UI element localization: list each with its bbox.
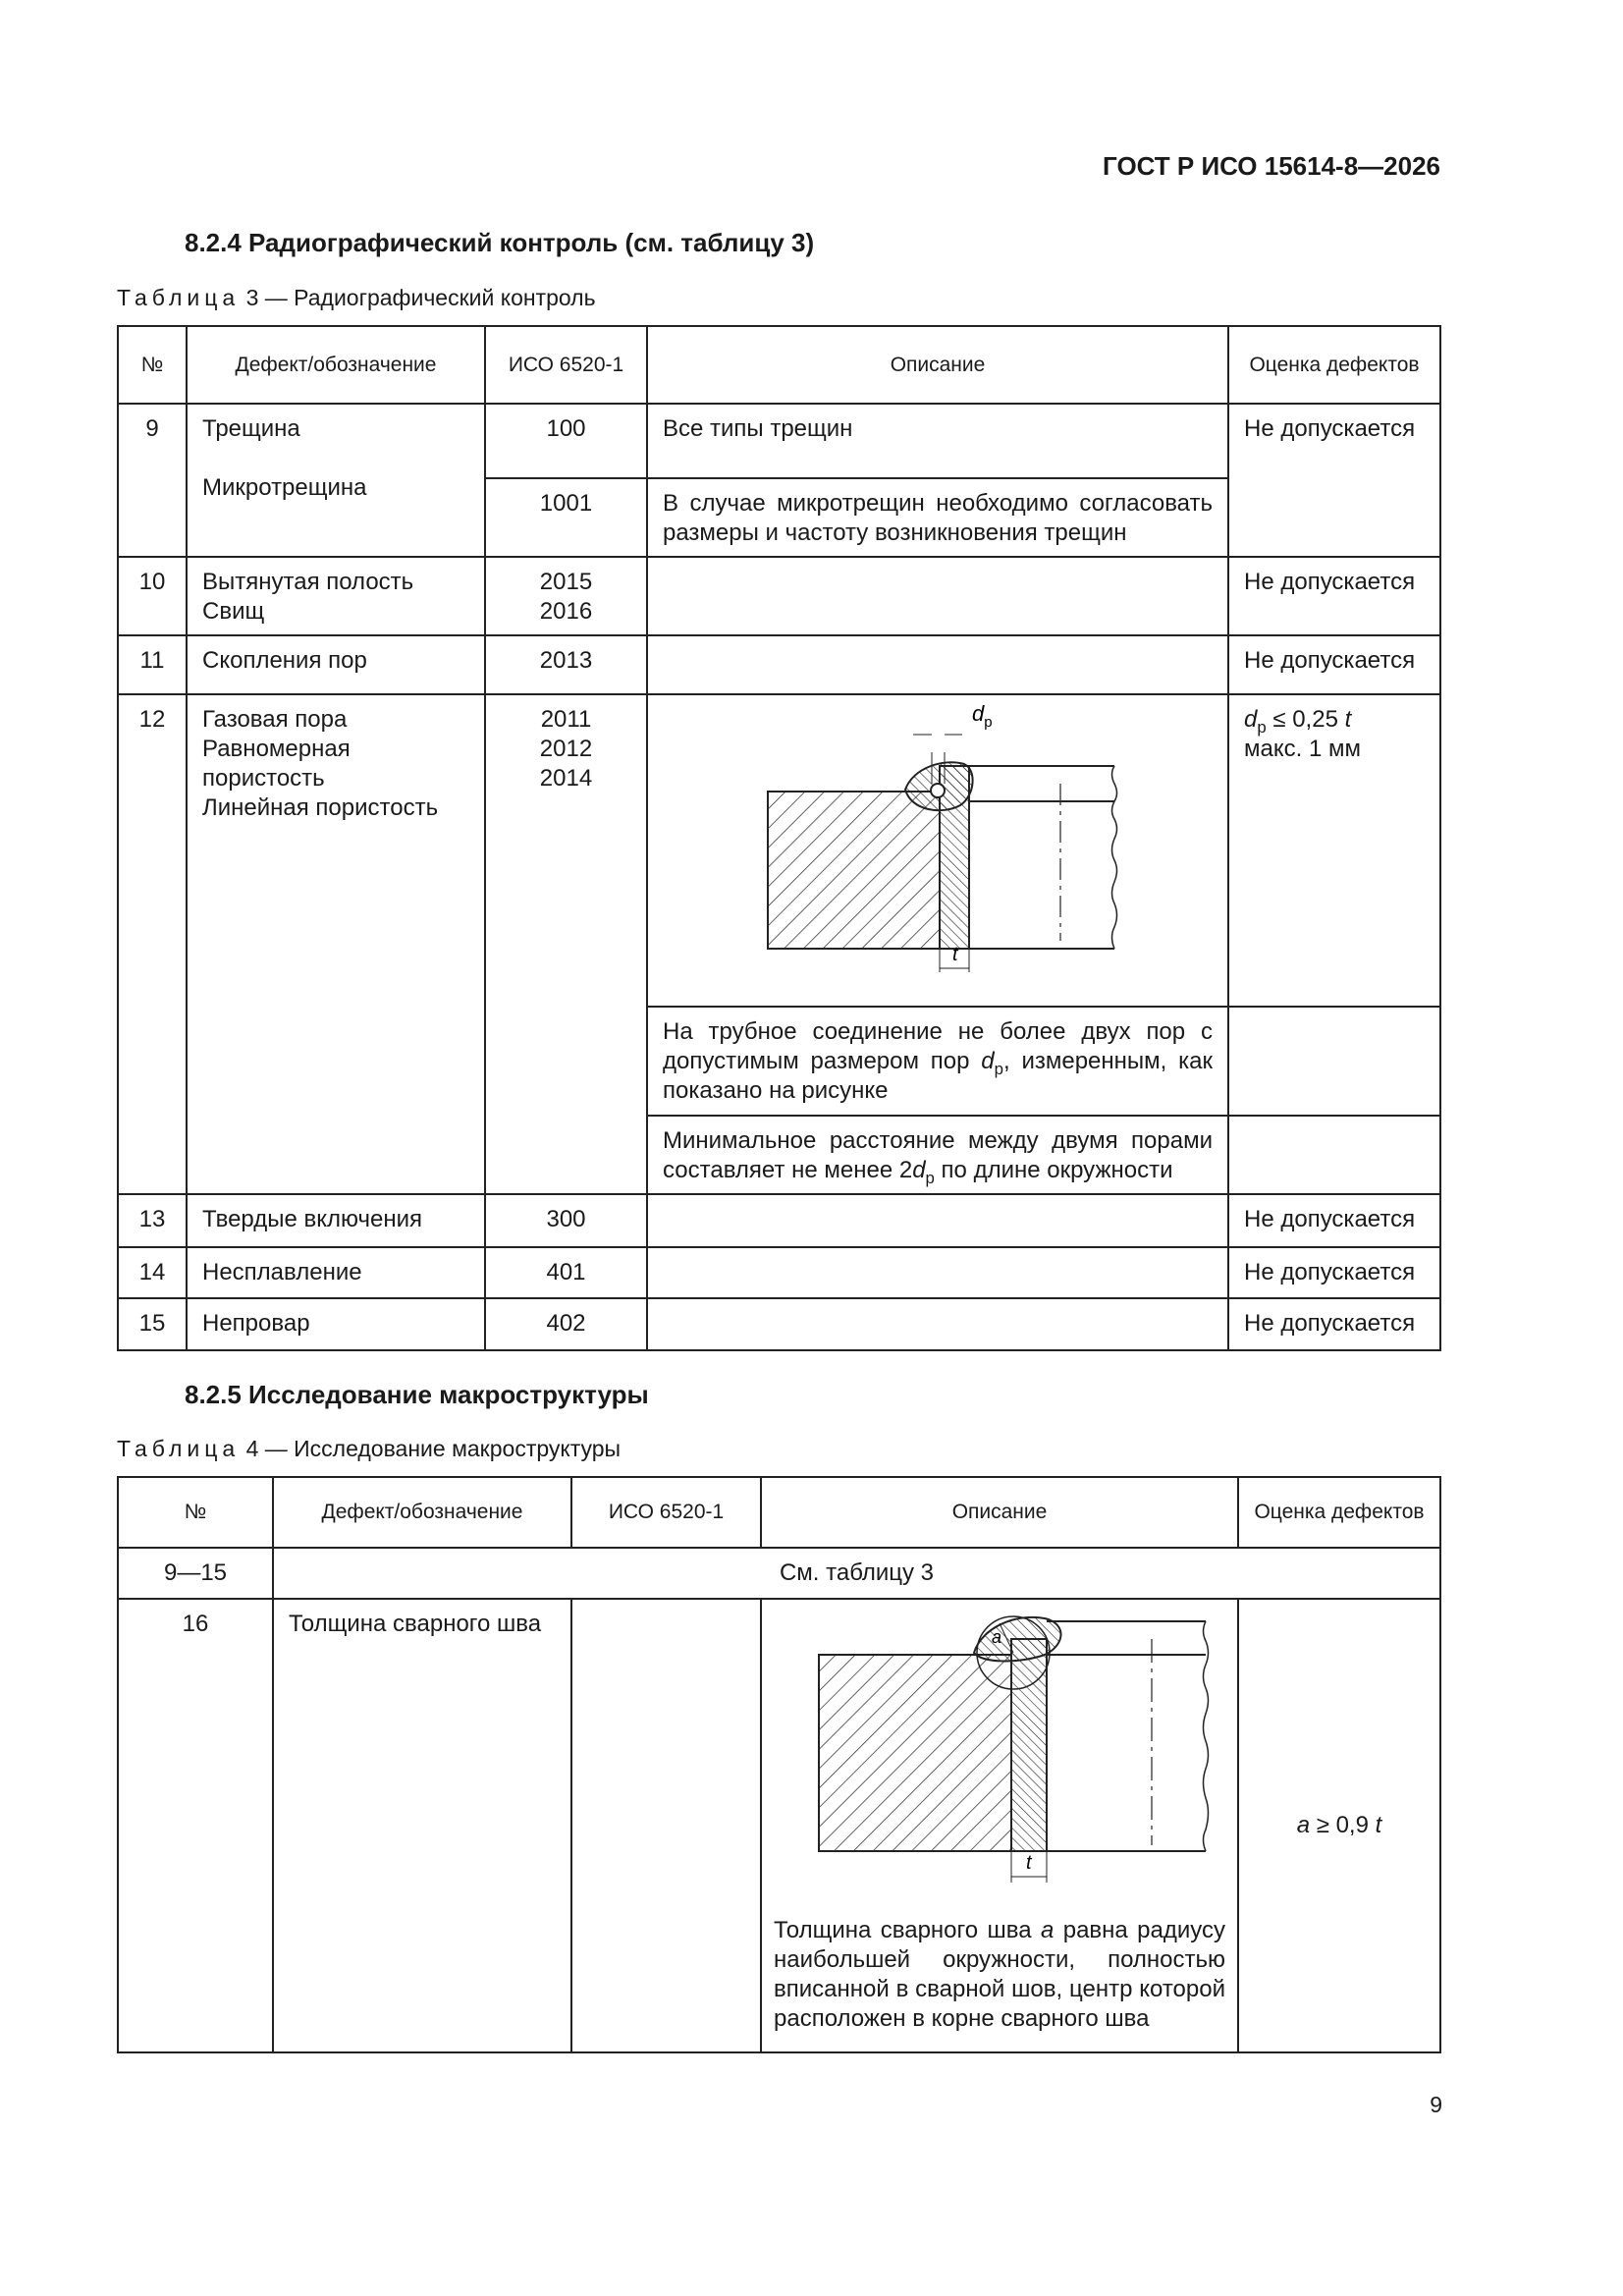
merged-reference: См. таблицу 3 [273,1548,1440,1599]
caption-word: Таблица [117,1436,241,1461]
iso-code-line: 2011 [540,706,592,733]
throat-thickness-diagram [774,1600,1227,1894]
defect-name-line: Линейная пористость [202,794,439,821]
defect-name-line: Вытянутая полость [202,569,414,595]
description [647,635,1228,694]
caption-text: 4 — Исследование макроструктуры [245,1436,622,1461]
dp-label: $d_p$ [972,701,993,731]
row-number: 9 [118,404,187,557]
section-title-8-2-4: 8.2.4 Радиографический контроль (см. таблицу 3) [185,228,815,257]
evaluation: Не допускается [1228,1298,1440,1350]
col-header-no: № [118,326,187,404]
defect-name-line: Микротрещина [202,474,367,501]
iso-code: 300 [485,1194,647,1247]
evaluation [1228,694,1440,1007]
iso-code: 401 [485,1247,647,1298]
table-row [118,1548,1440,1599]
description [647,1298,1228,1350]
col-header-no: № [118,1477,273,1548]
base-plate-section [768,792,940,949]
table-row [118,1599,1440,2052]
iso-code: 1001 [485,478,647,557]
row-number: 14 [118,1247,187,1298]
table-3 [117,325,1441,1351]
evaluation [1228,1007,1440,1116]
table-row [118,557,1440,635]
gas-pore [931,784,945,797]
table-row [118,1298,1440,1350]
table-4 [117,1476,1441,2053]
col-header-evaluation: Оценка дефектов [1228,326,1440,404]
defect-name: Скопления пор [187,635,485,694]
table-row [118,404,1440,478]
caption-word: Таблица [117,285,241,310]
caption-text: 3 — Радиографический контроль [245,285,596,310]
defect-name: Твердые включения [187,1194,485,1247]
tube-wall-section [1011,1639,1047,1851]
row-number: 13 [118,1194,187,1247]
evaluation [1228,1116,1440,1194]
table-row [118,1247,1440,1298]
defect-name-line: Свищ [202,598,265,625]
description: Все типы трещин [647,404,1228,478]
col-header-defect: Дефект/обозначение [187,326,485,404]
page-number: 9 [1430,2092,1442,2117]
defect-name-line: пористость [202,765,325,792]
description: На трубное соединение не более двух пор с допустимым размером пор $d_p$, измеренным, как показано на рисунке [647,1007,1228,1116]
row-number: 9—15 [118,1548,273,1599]
iso-code [485,694,647,1194]
description: В случае микротрещин необходимо согласовать размеры и частоту возникновения трещин [647,478,1228,557]
table-3-caption [117,285,596,311]
iso-code: 402 [485,1298,647,1350]
col-header-iso: ИСО 6520-1 [571,1477,761,1548]
row-number: 16 [118,1599,273,2052]
iso-code-line: 2016 [539,598,593,625]
pore-diagram-cell [647,694,1228,1007]
pore-diagram [648,695,1227,1004]
defect-name-line: Газовая пора [202,706,348,733]
table-header-row [118,1477,1440,1548]
evaluation: Не допускается [1228,557,1440,635]
a-label: a [992,1627,1002,1647]
section-title-8-2-5: 8.2.5 Исследование макроструктуры [185,1380,649,1409]
col-header-evaluation: Оценка дефектов [1238,1477,1440,1548]
evaluation-formula: $d_p \le 0,25$ t [1244,706,1352,737]
iso-code-line: 2015 [539,569,593,595]
defect-name: Несплавление [187,1247,485,1298]
defect-name [187,404,485,557]
table-row [118,694,1440,1007]
description-text: Толщина сварного шва a равна радиусу наибольшей окружности, полностью вписанной в сварной шов, центр которой расположен в корне сварного шва [774,1917,1225,2032]
iso-code [485,557,647,635]
defect-name-line: Трещина [202,415,300,442]
document-code: ГОСТ Р ИСО 15614-8—2026 [1103,151,1440,181]
iso-code: 2013 [485,635,647,694]
table-header-row [118,326,1440,404]
col-header-defect: Дефект/обозначение [273,1477,571,1548]
col-header-description: Описание [647,326,1228,404]
evaluation: Не допускается [1228,635,1440,694]
row-number: 11 [118,635,187,694]
col-header-description: Описание [761,1477,1238,1548]
defect-name [187,557,485,635]
description: Минимальное расстояние между двумя порами составляет не менее $2d_p$ по длине окружности [647,1116,1228,1194]
description [647,1247,1228,1298]
table-row [118,635,1440,694]
iso-code [571,1599,761,2052]
evaluation: a ≥ 0,9 t [1238,1599,1440,2052]
iso-code-line: 2012 [539,736,593,762]
iso-code: 100 [485,404,647,478]
defect-name [187,694,485,1194]
table-4-caption [117,1436,621,1462]
row-number: 15 [118,1298,187,1350]
defect-name: Непровар [187,1298,485,1350]
base-plate-section [819,1655,1011,1851]
evaluation-line2: макс. 1 мм [1244,736,1361,762]
description [761,1599,1238,2052]
evaluation: Не допускается [1228,404,1440,557]
defect-name-line: Равномерная [202,736,351,762]
evaluation: Не допускается [1228,1247,1440,1298]
col-header-iso: ИСО 6520-1 [485,326,647,404]
row-number: 10 [118,557,187,635]
iso-code-line: 2014 [539,765,593,792]
description [647,1194,1228,1247]
defect-name: Толщина сварного шва [273,1599,571,2052]
row-number: 12 [118,694,187,1194]
evaluation: Не допускается [1228,1194,1440,1247]
table-row [118,1194,1440,1247]
t-label: t [1026,1852,1032,1874]
description [647,557,1228,635]
t-label: t [952,944,958,965]
